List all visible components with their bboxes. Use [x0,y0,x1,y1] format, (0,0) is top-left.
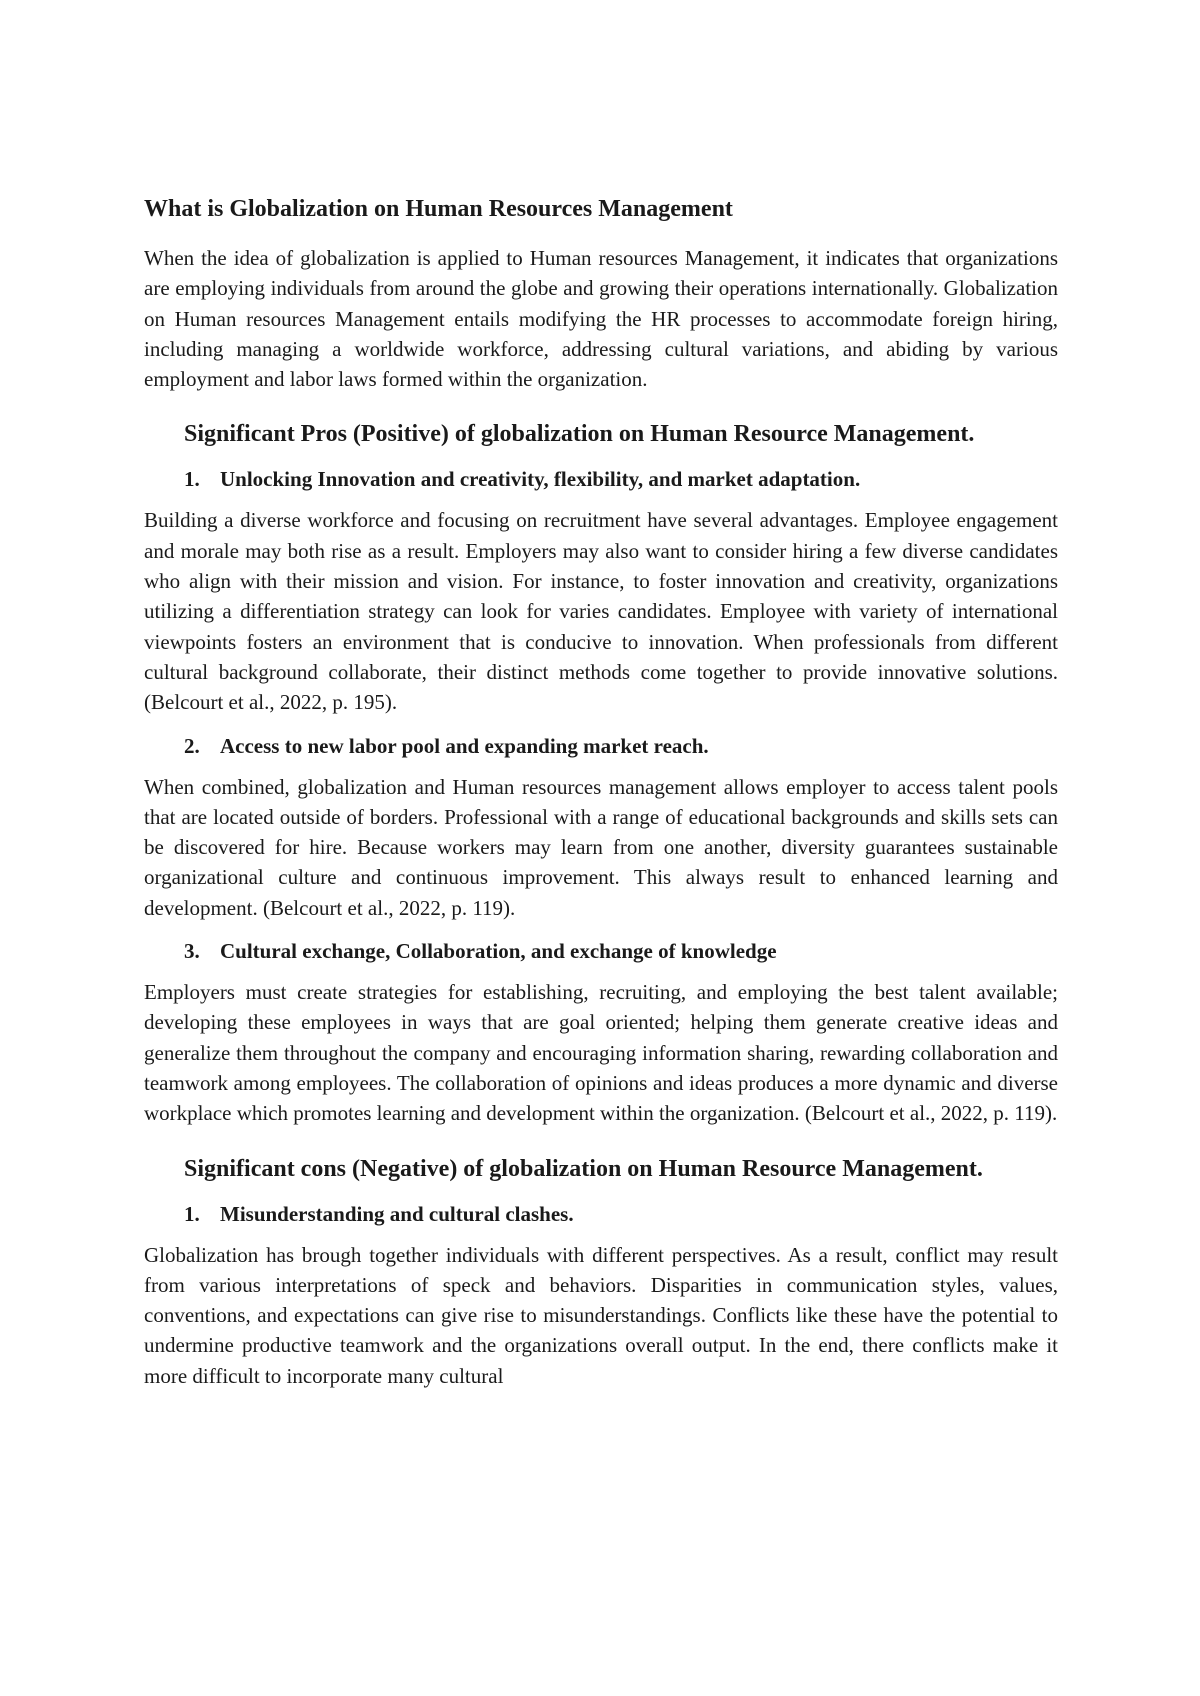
cons-item-1-title: Misunderstanding and cultural clashes. [220,1201,574,1226]
pros-item-3-title: Cultural exchange, Collaboration, and exchange of knowledge [220,939,777,964]
pros-item-1-number: 1. [184,467,200,492]
pros-item-2-heading [184,732,1058,760]
pros-item-1-paragraph: Building a diverse workforce and focusing on recruitment have several advantages. Employee engagement and morale may both rise as a result. Employers may also want to consider hiring a few diverse candidates who align with their mission and vision. For instance, to foster innovation and creativity, organizations utilizing a differentiation strategy can look for varies candidates. Employee with variety of international viewpoints fosters an environment that is conducive to innovation. When professionals from different cultural background collaborate, their distinct methods come together to provide innovative solutions. (Belcourt et al., 2022, p. 195). [144,508,1058,715]
cons-item-1-heading [184,1200,1058,1228]
pros-item-2-number: 2. [184,733,200,758]
pros-item-3-number: 3. [184,939,200,964]
document-page [144,194,1058,1403]
pros-item-2-title: Access to new labor pool and expanding market reach. [220,733,709,758]
pros-item-1-title: Unlocking Innovation and creativity, flexibility, and market adaptation. [220,467,861,492]
pros-item-3-paragraph: Employers must create strategies for establishing, recruiting, and employing the best talent available; developing these employees in ways that are goal oriented; helping them generate creative ideas and generalize them throughout the company and encouraging information sharing, rewarding collaboration and teamwork among employees. The collaboration of opinions and ideas produces a more dynamic and diverse workplace which promotes learning and development within the organization. (Belcourt et al., 2022, p. 119). [144,980,1058,1126]
intro-paragraph: When the idea of globalization is applied to Human resources Management, it indicates that organizations are employing individuals from around the globe and growing their operations internationally. Globalization on Human resources Management entails modifying the HR processes to accommodate foreign hiring, including managing a worldwide workforce, addressing cultural variations, and abiding by various employment and labor laws formed within the organization. [144,246,1058,392]
cons-item-1-paragraph: Globalization has brough together individuals with different perspectives. As a result, conflict may result from various interpretations of speck and behaviors. Disparities in communication styles, values, conventions, and expectations can give rise to misunderstandings. Conflicts like these have the potential to undermine productive teamwork and the organizations overall output. In the end, there conflicts make it more difficult to incorporate many cultural [144,1242,1058,1388]
pros-item-2-paragraph: When combined, globalization and Human resources management allows employer to access talent pools that are located outside of borders. Professional with a range of educational backgrounds and skills sets can be discovered for hire. Because workers may learn from one another, diversity guarantees sustainable organizational culture and continuous improvement. This always result to enhanced learning and development. (Belcourt et al., 2022, p. 119). [144,774,1058,920]
cons-item-1-number: 1. [184,1201,200,1226]
pros-item-1-heading [184,465,1058,493]
document-title: What is Globalization on Human Resources Management [144,196,733,222]
pros-heading: Significant Pros (Positive) of globalization on Human Resource Management. [184,421,975,448]
pros-item-3-heading [184,937,1058,965]
cons-heading: Significant cons (Negative) of globalization on Human Resource Management. [184,1155,983,1182]
